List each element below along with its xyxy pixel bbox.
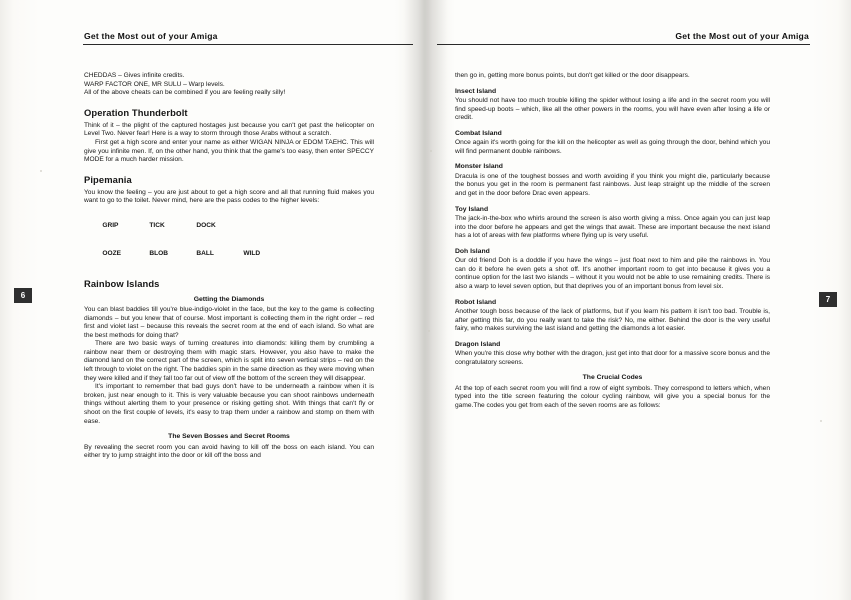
diamonds-para-3: It's important to remember that bad guys don't have to be underneath a rainbow when it is broken, just near enough to it. This is very valuable because you can shoot rainbows underneath things without alerting them to your presence or risking getting shot. With things that can't fly or shoot on the first couple of levels, it's easy to trap them under a rainbow and stomp on them with ease.: [84, 383, 374, 425]
left-page: [0, 0, 425, 600]
code-cell: OOZE: [102, 250, 122, 258]
header-rule-left: [83, 44, 413, 45]
section-heading-pipemania: Pipemania: [84, 173, 132, 185]
pipemania-para-1: You know the feeling – you are just about to get a high score and all that running fluid makes you want to go to the toilet. Never mind, here are the pass codes to the higher levels:: [84, 188, 374, 205]
crucial-codes-text: At the top of each secret room you will find a row of eight symbols. They correspond to letters which, when typed into the title screen featuring the colour cycling rainbow, will give you a special bonus for the game.The codes you get from each of the seven rooms are as follows:: [455, 384, 770, 409]
code-cell: BLOB: [149, 250, 169, 258]
subheading-seven-bosses-secret-rooms: The Seven Bosses and Secret Rooms: [168, 433, 290, 441]
island-heading-monster: Monster Island: [455, 163, 503, 171]
section-heading-operation-thunderbolt: Operation Thunderbolt: [84, 106, 188, 118]
code-row: [84, 240, 374, 269]
page-number-left: 6: [14, 288, 32, 303]
bosses-para-1: By revealing the secret room you can avoid having to kill off the boss on each island. You can either try to jump straight into the door or kill off the boss and: [84, 443, 374, 460]
thunderbolt-para-2: First get a high score and enter your name as either WIGAN NINJA or EDOM TAEHC. This will give you infinite men. If, on the other hand, you think that the game's too easy, then enter SPECCY MODE for a much harder mission.: [84, 138, 374, 164]
section-heading-rainbow-islands: Rainbow Islands: [84, 277, 160, 289]
cheat-line-2: WARP FACTOR ONE, MR SULU – Warp levels.: [84, 80, 225, 88]
paper-speck: [820, 420, 822, 422]
island-text-doh: Our old friend Doh is a doddle if you have the wings – just float next to him and pile the rainbows in. You can do it before he even gets a shot off. It's another important room to get into because it gives you a continue option for the last two islands – without it you would not be able to use remaining credits. There is also a warp to level seven option, but that deprives you of an important bonus from level six.: [455, 257, 770, 290]
running-head-right: Get the Most out of your Amiga: [675, 31, 809, 41]
code-cell: TICK: [149, 221, 165, 229]
island-text-combat: Once again it's worth going for the kill on the helicopter as well as going through the door, behind which you will find permanent double rainbows.: [455, 139, 770, 155]
running-head-left: Get the Most out of your Amiga: [84, 31, 218, 41]
subheading-getting-the-diamonds: Getting the Diamonds: [193, 295, 265, 303]
island-text-robot: Another tough boss because of the lack of platforms, but if you learn his pattern it isn't too bad. Trouble is, after getting this far, do you really want to take the risk? No, me either. Behind the door is the very useful fairy, who makes surviving the last island and getting the diamonds a lot easier.: [455, 307, 770, 333]
island-heading-doh: Doh Island: [455, 247, 490, 255]
island-heading-insect: Insect Island: [455, 87, 497, 95]
pipemania-code-table: [84, 211, 374, 269]
code-cell: GRIP: [102, 221, 119, 229]
island-heading-robot: Robot Island: [455, 298, 497, 306]
cheat-line-1: CHEDDAS – Gives infinite credits.: [84, 72, 185, 79]
code-row: [84, 211, 374, 240]
diamonds-para-2: There are two basic ways of turning creatures into diamonds: killing them by crumbling a rainbow near them or destroying them with magic stars. However, you also have to make the diamond land on the correct part of the screen, which is split into seven vertical strips – red on the left through to violet on the right. The baddies spin in the same direction as they were moving when they were killed and if they fall too far out of view off the bottom of the screen they will disappear.: [84, 340, 374, 382]
island-text-monster: Dracula is one of the toughest bosses and worth avoiding if you think you might die, particularly because the bonus you get in the room is permanent fast rainbows. Just leap straight up the middle of the screen and get in the door before Drac even appears.: [455, 172, 770, 197]
code-cell: WILD: [243, 250, 261, 258]
thunderbolt-para-1: Think of it – the plight of the captured hostages just because you can't get past the helicopter on Level Two. Never fear! Here is a way to storm through those Arabs without a scratch.: [84, 121, 374, 138]
code-cell: BALL: [196, 250, 214, 258]
continuation-para: then go in, getting more bonus points, but don't get killed or the door disappears.: [455, 72, 690, 79]
island-text-dragon: When you're this close why bother with the dragon, just get into that door for a massive score bonus and the congratulatory screens.: [455, 350, 771, 366]
header-rule-right: [437, 44, 810, 45]
island-text-toy: The jack-in-the-box who whirls around the screen is also worth giving a miss. Once again you can just leap into the door before he appears and get the wings that await. These are important because the next island has a lot of areas with few platforms where flying up is very useful.: [455, 214, 770, 240]
island-heading-dragon: Dragon Island: [455, 340, 501, 348]
paper-speck: [428, 330, 430, 332]
island-heading-combat: Combat Island: [455, 129, 502, 137]
right-page: [425, 0, 851, 600]
cheat-note: All of the above cheats can be combined if you are feeling really silly!: [84, 89, 286, 97]
paper-speck: [40, 170, 42, 172]
diamonds-para-1: You can blast baddies till you're blue-indigo-violet in the face, but the key to the game is collecting diamonds – but you knew that of course. Most important is collecting them in the right order – red first and violet last – because this reveals the secret room at the end of each island. So what are the best methods for doing that?: [84, 305, 374, 339]
page-number-right: 7: [819, 292, 837, 307]
subheading-crucial-codes: The Crucial Codes: [582, 374, 643, 382]
code-cell: DOCK: [196, 221, 216, 229]
island-text-insect: You should not have too much trouble killing the spider without losing a life and in the secret room you will find speed-up boots – which, like all the other powers in the rooms, you will have even after losing a life or credit.: [455, 97, 770, 122]
paper-speck: [430, 150, 432, 152]
right-column-text: [455, 72, 770, 411]
left-column-text: [84, 72, 374, 461]
island-heading-toy: Toy Island: [455, 205, 489, 213]
